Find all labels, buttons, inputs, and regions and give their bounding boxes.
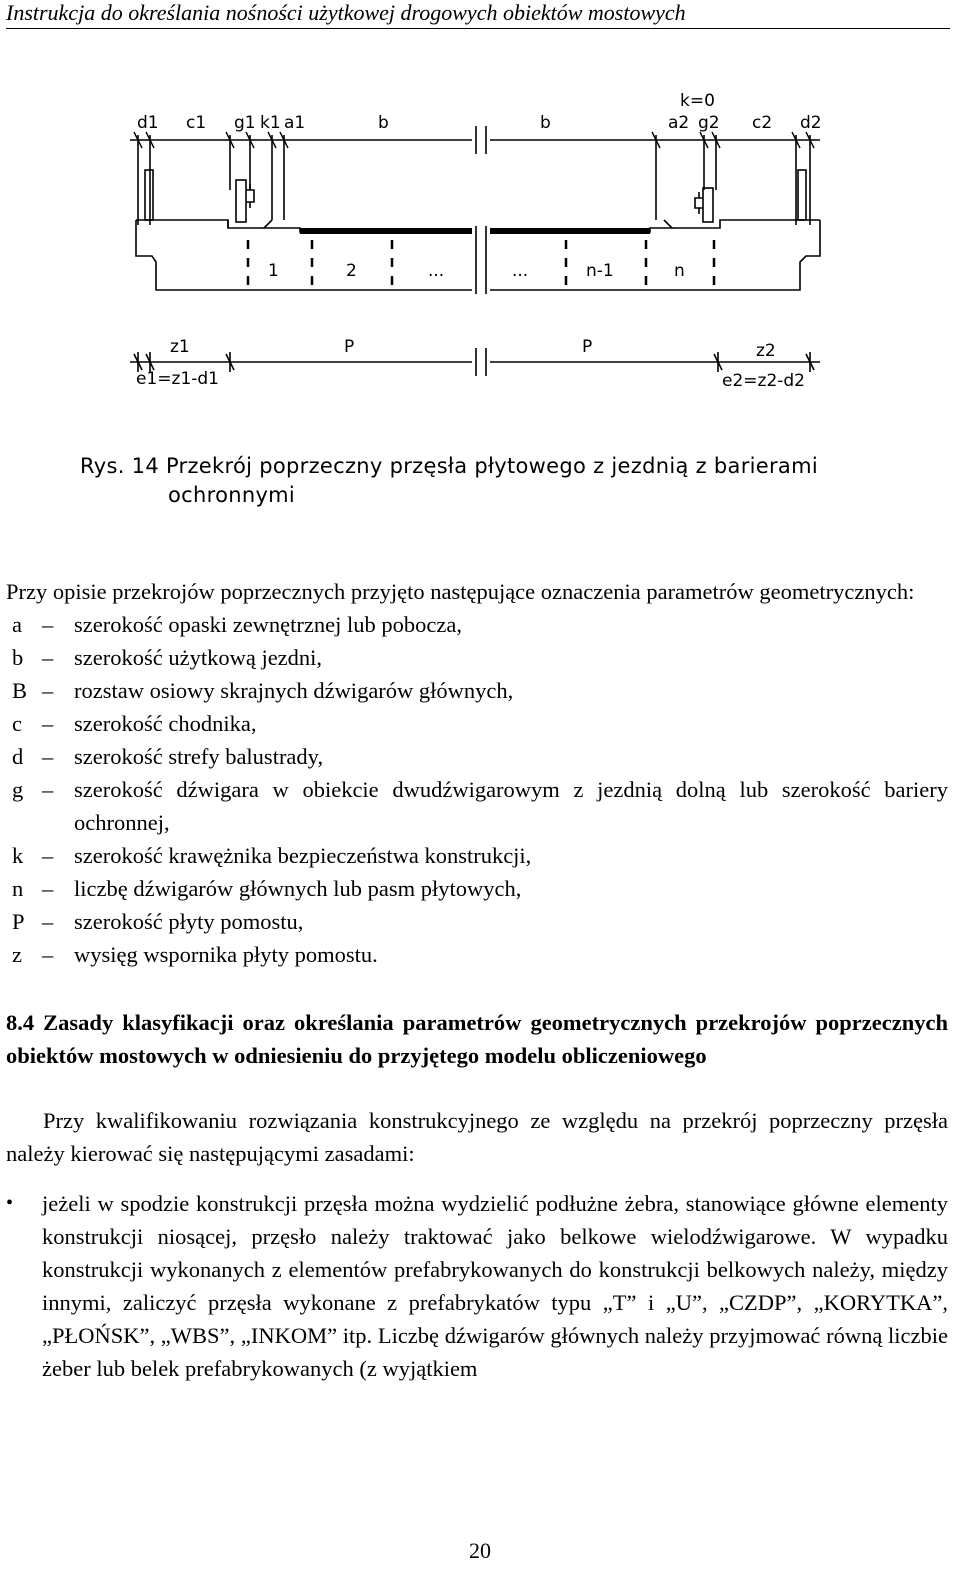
legend-symbol: B — [12, 678, 28, 703]
figure-caption-second-line: ochronnymi — [168, 483, 296, 507]
legend-symbol: n — [12, 876, 24, 901]
legend-dash: – — [42, 744, 54, 769]
legend-item — [6, 641, 948, 674]
legend-item — [6, 938, 948, 971]
intro-paragraph: Przy opisie przekrojów poprzecznych przyjęto następujące oznaczenia parametrów geometrycznych: — [6, 579, 915, 604]
bullet-marker: • — [6, 1192, 14, 1214]
strip-label-1: 1 — [268, 261, 279, 281]
legend-description: szerokość dźwigara w obiekcie dwudźwigarowym z jezdnią dolną lub szerokość bariery ochronnej, — [74, 777, 948, 835]
list-item — [6, 1187, 948, 1385]
legend-description: szerokość płyty pomostu, — [74, 909, 304, 934]
strip-label-n-1: n-1 — [586, 261, 614, 281]
label-k1: k1 — [260, 113, 281, 133]
legend-dash: – — [42, 876, 54, 901]
legend-symbol: b — [12, 645, 24, 670]
legend-description: szerokość użytkową jezdni, — [74, 645, 323, 670]
bullet-text: jeżeli w spodzie konstrukcji przęsła można wydzielić podłużne żebra, stanowiące główne elementy konstrukcji niosącej, przęsło należy traktować jako belkowe wielodźwigarowe. W wypadku konstrukcji wykonanych z elementów prefabrykowanych do konstrukcji belkowych należy, między innymi, zaliczyć przęsła wykonane z prefabrykatów typu „T” i „U”, „CZDP”, „KORYTKA”, „PŁOŃSK”, „WBS”, „INKOM” itp. Liczbę dźwigarów głównych należy przyjmować równą liczbie żeber lub belek prefabrykowanych (z wyjątkiem — [42, 1191, 948, 1381]
legend-description: rozstaw osiowy skrajnych dźwigarów głównych, — [74, 678, 514, 703]
label-g1: g1 — [234, 113, 256, 133]
section-heading: 8.4 Zasady klasyfikacji oraz określania parametrów geometrycznych przekrojów poprzecznych obiektów mostowych w odniesieniu do przyjętego modelu obliczeniowego — [6, 1010, 948, 1068]
label-g2: g2 — [698, 113, 720, 133]
legend-item — [6, 872, 948, 905]
legend-symbol: c — [12, 711, 22, 736]
legend-symbol: z — [12, 942, 22, 967]
label-p-left: P — [344, 337, 355, 357]
legend-dash: – — [42, 645, 54, 670]
legend-item — [6, 707, 948, 740]
label-z2: z2 — [756, 341, 776, 361]
legend-symbol: k — [12, 843, 24, 868]
figure-caption — [80, 452, 880, 510]
label-a1: a1 — [284, 113, 306, 133]
legend-description: wysięg wspornika płyty pomostu. — [74, 942, 378, 967]
legend-symbol: a — [12, 612, 22, 637]
label-d2: d2 — [800, 113, 822, 133]
legend-description: szerokość krawężnika bezpieczeństwa konstrukcji, — [74, 843, 532, 868]
legend-dash: – — [42, 909, 54, 934]
strip-label-2: 2 — [346, 261, 357, 281]
legend-dash: – — [42, 777, 54, 802]
legend-symbol: P — [12, 909, 25, 934]
label-k0: k=0 — [680, 91, 715, 111]
strip-label-4: ... — [512, 261, 529, 281]
legend-dash: – — [42, 612, 54, 637]
symbol-legend — [6, 608, 948, 971]
body-paragraph: Przy kwalifikowaniu rozwiązania konstrukcyjnego ze względu na przekrój poprzeczny przęsła należy kierować się następującymi zasadami: — [6, 1108, 948, 1166]
legend-description: szerokość strefy balustrady, — [74, 744, 324, 769]
label-e2: e2=z2-d2 — [722, 371, 805, 391]
legend-dash: – — [42, 711, 54, 736]
label-d1: d1 — [137, 113, 159, 133]
figure-caption-first-line: Rys. 14 Przekrój poprzeczny przęsła płytowego z jezdnią z barierami — [80, 454, 818, 478]
legend-item — [6, 608, 948, 641]
label-b-right: b — [540, 113, 551, 133]
label-c2: c2 — [752, 113, 773, 133]
legend-description: szerokość opaski zewnętrznej lub pobocza, — [74, 612, 462, 637]
legend-description: liczbę dźwigarów głównych lub pasm płytowych, — [74, 876, 522, 901]
legend-symbol: g — [12, 777, 24, 802]
legend-item — [6, 839, 948, 872]
legend-dash: – — [42, 942, 54, 967]
legend-dash: – — [42, 843, 54, 868]
label-p-right: P — [582, 337, 593, 357]
legend-symbol: d — [12, 744, 24, 769]
legend-item — [6, 740, 948, 773]
rules-list — [6, 1187, 948, 1385]
label-c1: c1 — [186, 113, 207, 133]
legend-dash: – — [42, 678, 54, 703]
cross-section-drawing — [0, 80, 960, 440]
label-a2: a2 — [668, 113, 690, 133]
label-z1: z1 — [170, 337, 190, 357]
running-header: Instrukcja do określania nośności użytkowej drogowych obiektów mostowych — [6, 0, 950, 29]
page-number: 20 — [469, 1538, 491, 1563]
label-e1: e1=z1-d1 — [136, 369, 219, 389]
legend-description: szerokość chodnika, — [74, 711, 257, 736]
strip-label-n: n — [674, 261, 685, 281]
legend-item — [6, 773, 948, 839]
legend-item — [6, 905, 948, 938]
document-body — [6, 575, 948, 1385]
strip-label-3: ... — [428, 261, 445, 281]
cross-section-figure — [0, 80, 960, 510]
legend-item — [6, 674, 948, 707]
label-b-left: b — [378, 113, 389, 133]
